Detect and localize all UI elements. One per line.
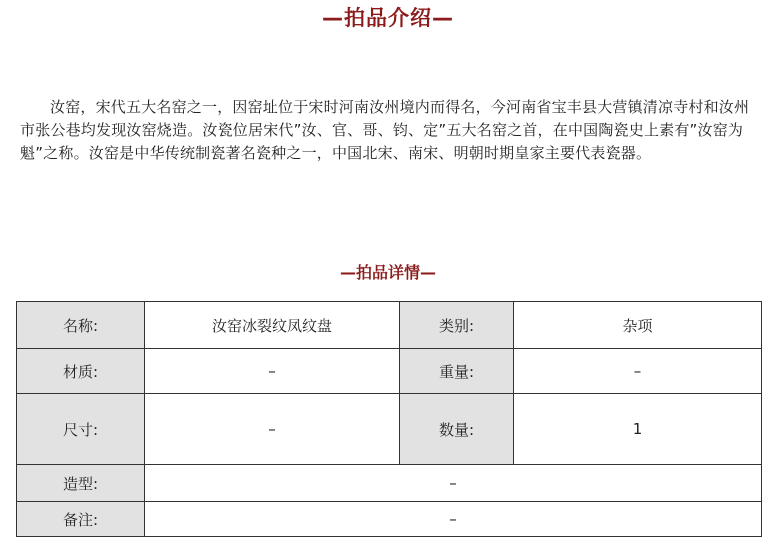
material-value: –: [145, 349, 400, 394]
size-value: –: [145, 394, 400, 465]
size-label: 尺寸:: [17, 394, 145, 465]
lot-intro-title: —拍品介绍—: [322, 6, 454, 30]
weight-value: –: [514, 349, 762, 394]
notes-label: 备注:: [17, 502, 145, 537]
category-value: 杂项: [514, 302, 762, 349]
name-label: 名称:: [17, 302, 145, 349]
lot-intro-text: 汝窑，宋代五大名窑之一，因窑址位于宋时河南汝州境内而得名，今河南省宝丰县大营镇清凉寺村和汝州市张公巷均发现汝窑烧造。汝瓷位居宋代”汝、官、哥、钧、定”五大名窑之首，在中国陶瓷史上素有”汝窑为魁”之称。汝窑是中华传统制瓷著名瓷种之一，中国北宋、南宋、明朝时期皇家主要代表瓷器。: [20, 98, 750, 162]
notes-value: –: [145, 502, 762, 537]
table-row: [17, 349, 762, 394]
lot-details-table: [16, 301, 762, 537]
quantity-label: 数量:: [400, 394, 514, 465]
quantity-value: 1: [514, 394, 762, 465]
table-row: [17, 302, 762, 349]
material-label: 材质:: [17, 349, 145, 394]
name-value: 汝窑冰裂纹凤纹盘: [145, 302, 400, 349]
lot-details-title: —拍品详情—: [339, 263, 436, 282]
table-row: [17, 465, 762, 502]
table-row: [17, 502, 762, 537]
category-label: 类别:: [400, 302, 514, 349]
weight-label: 重量:: [400, 349, 514, 394]
shape-value: –: [145, 465, 762, 502]
shape-label: 造型:: [17, 465, 145, 502]
table-row: [17, 394, 762, 465]
